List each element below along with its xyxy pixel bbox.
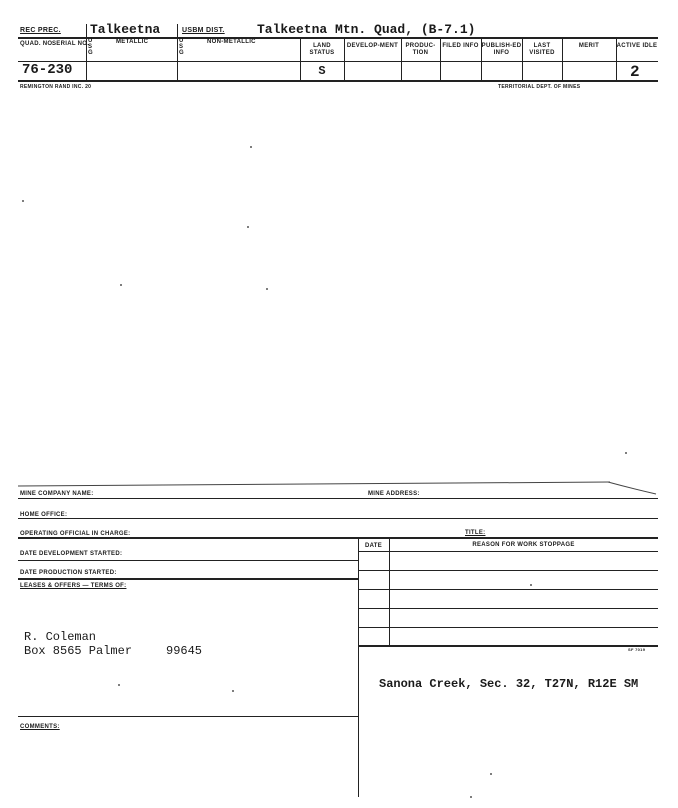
mine-address-label: MINE ADDRESS: bbox=[368, 491, 420, 497]
date-column-header: DATE bbox=[364, 543, 383, 549]
land-status-value: S bbox=[318, 64, 326, 78]
usbm-dist-label: USBM DIST. bbox=[182, 27, 225, 34]
reason-column-header: REASON FOR WORK STOPPAGE bbox=[472, 542, 575, 548]
bottom-rule bbox=[18, 80, 658, 82]
last-visited-header: LAST VISITED bbox=[529, 43, 555, 56]
non-metallic-header: NON-METALLIC bbox=[207, 39, 256, 45]
land-status-header: LAND STATUS bbox=[309, 43, 335, 56]
usg-nonmetallic-marker: U S G bbox=[179, 38, 184, 56]
title-label: TITLE: bbox=[465, 530, 486, 536]
quad-no-header: QUAD. NO. bbox=[20, 41, 55, 47]
merit-header: MERIT bbox=[578, 43, 600, 49]
home-office-label: HOME OFFICE: bbox=[20, 512, 68, 518]
owner-name: R. Coleman bbox=[24, 630, 97, 644]
date-production-label: DATE PRODUCTION STARTED: bbox=[20, 570, 117, 576]
card-edge bbox=[0, 470, 678, 500]
development-header: DEVELOP-MENT bbox=[346, 43, 399, 49]
quad-serial-value: 76-230 bbox=[22, 62, 73, 78]
owner-zip: 99645 bbox=[166, 644, 203, 658]
production-header: PRODUC-TION bbox=[405, 43, 436, 56]
owner-address: Box 8565 Palmer bbox=[24, 644, 133, 658]
location-description: Sanona Creek, Sec. 32, T27N, R12E SM bbox=[379, 677, 639, 691]
metallic-header: METALLIC bbox=[116, 39, 149, 45]
form-number: SF 7019 bbox=[628, 647, 646, 652]
usbm-dist-value: Talkeetna Mtn. Quad, (B-7.1) bbox=[257, 22, 476, 37]
department-footer: TERRITORIAL DEPT. OF MINES bbox=[498, 84, 581, 90]
serial-no-header: SERIAL NO. bbox=[52, 41, 90, 47]
active-idle-header: ACTIVE IDLE bbox=[616, 43, 658, 49]
merit-value: 2 bbox=[630, 63, 640, 81]
date-development-label: DATE DEVELOPMENT STARTED: bbox=[20, 551, 123, 557]
comments-label: COMMENTS: bbox=[20, 724, 60, 730]
leases-label: LEASES & OFFERS — TERMS OF: bbox=[20, 583, 127, 589]
operating-official-label: OPERATING OFFICIAL IN CHARGE: bbox=[20, 531, 131, 537]
card-maker-footer: REMINGTON RAND INC. 20 bbox=[20, 84, 92, 90]
filed-info-header: FILED INFO bbox=[442, 43, 479, 49]
rec-prec-value: Talkeetna bbox=[90, 22, 161, 37]
published-info-header: PUBLISH-ED INFO bbox=[481, 43, 522, 56]
rec-prec-label: REC PREC. bbox=[20, 27, 61, 34]
mine-company-name-label: MINE COMPANY NAME: bbox=[20, 491, 94, 497]
usg-metallic-marker: U S G bbox=[88, 38, 93, 56]
